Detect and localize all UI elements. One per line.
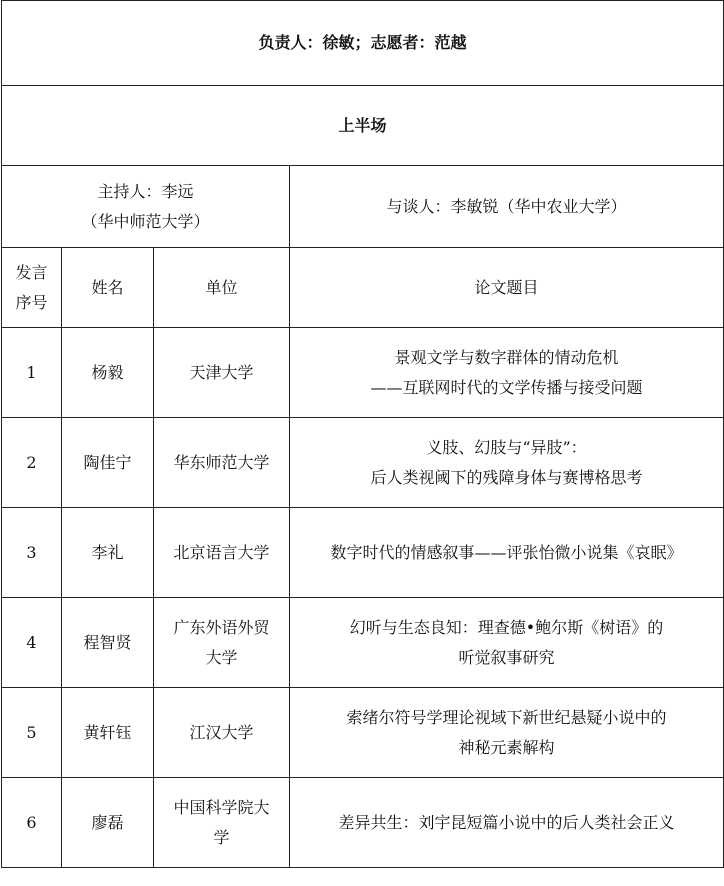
row-seq: 6 [2, 778, 62, 868]
column-header-row [2, 248, 724, 328]
host-cell [2, 166, 290, 248]
row-unit [154, 688, 290, 778]
row-unit [154, 778, 290, 868]
unit-line: 广东外语外贸 [173, 617, 270, 637]
title-line: 神秘元素解构 [458, 737, 555, 757]
row-seq: 3 [2, 508, 62, 598]
session-title: 上半场 [2, 86, 724, 166]
unit-line: 华东师范大学 [173, 452, 270, 472]
seq-header-line1: 发言 [15, 262, 48, 282]
session-title-row [2, 86, 724, 166]
title-line: 幻听与生态良知：理查德•鲍尔斯《树语》的 [349, 617, 664, 637]
unit-line: 中国科学院大 [173, 797, 270, 817]
header-row [2, 1, 724, 86]
table-row [2, 688, 724, 778]
column-header-title: 论文题目 [290, 248, 724, 328]
title-line: ——互联网时代的文学传播与接受问题 [370, 377, 643, 397]
title-line: 数字时代的情感叙事——评张怡微小说集《哀眠》 [330, 542, 683, 562]
unit-line: 大学 [205, 647, 238, 667]
row-seq: 1 [2, 328, 62, 418]
host-name: 主持人：李远 [97, 181, 194, 201]
responsible-persons: 负责人：徐敏；志愿者：范越 [2, 1, 724, 86]
column-header-name: 姓名 [62, 248, 154, 328]
row-name: 程智贤 [62, 598, 154, 688]
row-seq: 2 [2, 418, 62, 508]
column-header-unit: 单位 [154, 248, 290, 328]
host-row [2, 166, 724, 248]
row-seq: 4 [2, 598, 62, 688]
unit-line: 天津大学 [189, 362, 254, 382]
row-name: 廖磊 [62, 778, 154, 868]
discussant-cell: 与谈人：李敏锐（华中农业大学） [290, 166, 724, 248]
column-header-seq [2, 248, 62, 328]
row-title [290, 688, 724, 778]
unit-line: 江汉大学 [189, 722, 254, 742]
row-title [290, 598, 724, 688]
table-row [2, 508, 724, 598]
row-name: 杨毅 [62, 328, 154, 418]
row-unit [154, 328, 290, 418]
row-name: 黄轩钰 [62, 688, 154, 778]
seq-header-line2: 序号 [15, 292, 48, 312]
title-line: 义肢、幻肢与“异肢”： [426, 437, 587, 457]
row-seq: 5 [2, 688, 62, 778]
unit-line: 北京语言大学 [173, 542, 270, 562]
title-line: 景观文学与数字群体的情动危机 [394, 347, 619, 367]
row-unit [154, 508, 290, 598]
table-row [2, 598, 724, 688]
row-title [290, 778, 724, 868]
table-row [2, 778, 724, 868]
title-line: 索绪尔符号学理论视域下新世纪悬疑小说中的 [346, 707, 667, 727]
table-row [2, 328, 724, 418]
host-affiliation: （华中师范大学） [81, 211, 210, 231]
row-title [290, 418, 724, 508]
row-unit [154, 418, 290, 508]
program-table [1, 0, 724, 868]
unit-line: 学 [213, 827, 230, 847]
row-title [290, 508, 724, 598]
title-line: 听觉叙事研究 [458, 647, 555, 667]
row-name: 李礼 [62, 508, 154, 598]
title-line: 差异共生：刘宇昆短篇小说中的后人类社会正义 [338, 812, 675, 832]
table-row [2, 418, 724, 508]
row-title [290, 328, 724, 418]
row-unit [154, 598, 290, 688]
title-line: 后人类视阈下的残障身体与赛博格思考 [370, 467, 643, 487]
row-name: 陶佳宁 [62, 418, 154, 508]
